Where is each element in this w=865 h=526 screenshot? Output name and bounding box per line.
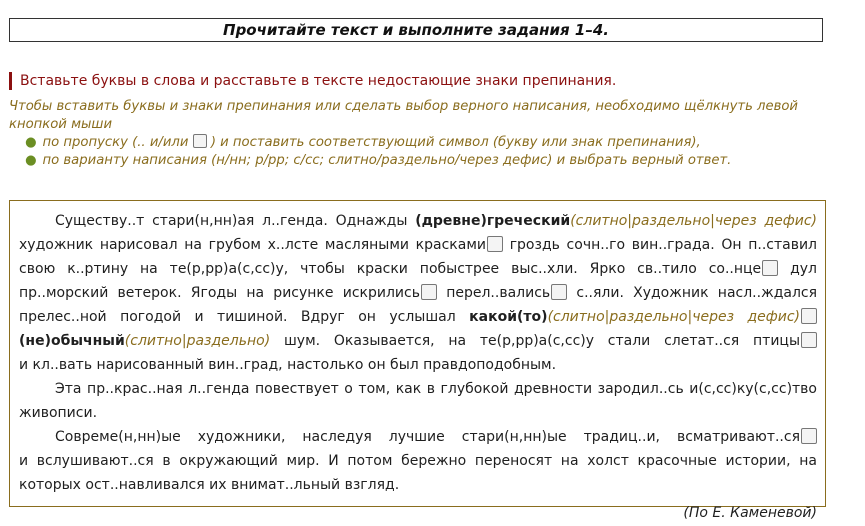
choice-neobychny[interactable]: (не)обычный xyxy=(19,333,125,349)
bullet-icon: ● xyxy=(25,153,37,168)
text-line-4[interactable]: пр..морский ветерок. Ягоды на рисунке искрились перел..вались с..яли. Художник насл..ждался xyxy=(19,285,818,301)
hint-bullet-2-text: по варианту написания (н/нн; р/рр; с/сс; слитно/раздельно/через дефис) и выбрать верный ответ. xyxy=(42,153,732,168)
choice-kakoy-to[interactable]: какой(то) xyxy=(469,309,548,325)
hint-bullet-1 xyxy=(9,134,829,152)
punctuation-blank[interactable] xyxy=(487,236,503,252)
hint-line-2: кнопкой мыши xyxy=(9,117,113,132)
author-attribution: (По Е. Каменевой) xyxy=(683,505,817,521)
hint-bullet-2 xyxy=(9,152,829,170)
text-line-12[interactable]: которых ост..навливался их внимат..льный взгляд. xyxy=(19,477,400,493)
hint-bullet-1-text-b: ) и поставить соответствующий символ (букву или знак препинания), xyxy=(210,135,701,150)
text-line-11[interactable]: и вслушивают..ся в окружающий мир. И потом бережно переносят на холст красочные истории, на xyxy=(19,453,817,469)
text-line-7[interactable]: и кл..вать нарисованный вин..град, настолько он был правдоподобным. xyxy=(19,357,557,373)
exercise-text-box xyxy=(9,200,826,521)
text-line-6[interactable]: (не)обычный(слитно|раздельно) шум. Оказывается, на те(р,рр)а(с,сс)у стали слетат..ся птицы xyxy=(19,329,817,353)
punctuation-blank[interactable] xyxy=(421,284,437,300)
text-line-2[interactable]: художник нарисовал на грубом х..лсте масляными красками гроздь сочн..го вин..града. Он п..ставил xyxy=(19,237,817,253)
punctuation-blank[interactable] xyxy=(801,332,817,348)
hint-bullet-1-text-a: по пропуску (.. и/или xyxy=(42,135,189,150)
blank-square-icon xyxy=(193,134,207,148)
punctuation-blank[interactable] xyxy=(801,428,817,444)
text-line-3[interactable]: свою к..ртину на те(р,рр)а(с,сс)у, чтобы краски побыстрее выс..хли. Ярко св..тило со..нце дул xyxy=(19,261,817,277)
punctuation-blank[interactable] xyxy=(762,260,778,276)
spelling-options[interactable]: (слитно|раздельно|через дефис) xyxy=(570,213,817,229)
text-line-8[interactable]: Эта пр..крас..ная л..генда повествует о том, как в глубокой древности зародил..сь и(с,сс)ку(с,сс)тво xyxy=(55,381,817,397)
text-line-9: живописи. xyxy=(19,405,98,421)
instruction-text: Вставьте буквы в слова и расставьте в тексте недостающие знаки препинания. xyxy=(9,72,616,90)
task-header xyxy=(9,18,823,42)
text-line-1[interactable]: Существу..т стари(н,нн)ая л..генда. Однажды (древне)греческий(слитно|раздельно|через дефис) xyxy=(55,213,817,229)
spelling-options[interactable]: (слитно|раздельно) xyxy=(124,333,271,349)
hint-line-1: Чтобы вставить буквы и знаки препинания или сделать выбор верного написания, необходимо щёлкнуть левой xyxy=(9,99,798,114)
punctuation-blank[interactable] xyxy=(551,284,567,300)
bullet-icon: ● xyxy=(25,135,37,150)
choice-drevnegrecheskiy[interactable]: (древне)греческий xyxy=(415,213,571,229)
task-title: Прочитайте текст и выполните задания 1–4. xyxy=(223,21,609,39)
text-line-5[interactable]: прелес..ной погодой и тишиной. Вдруг он услышал какой(то)(слитно|раздельно|через дефис) xyxy=(19,305,817,329)
hint-block xyxy=(9,98,829,170)
punctuation-blank[interactable] xyxy=(801,308,817,324)
spelling-options[interactable]: (слитно|раздельно|через дефис) xyxy=(547,309,800,325)
text-line-10[interactable]: Совреме(н,нн)ые художники, наследуя лучшие стари(н,нн)ые традиц..и, всматривают..ся xyxy=(19,425,817,449)
